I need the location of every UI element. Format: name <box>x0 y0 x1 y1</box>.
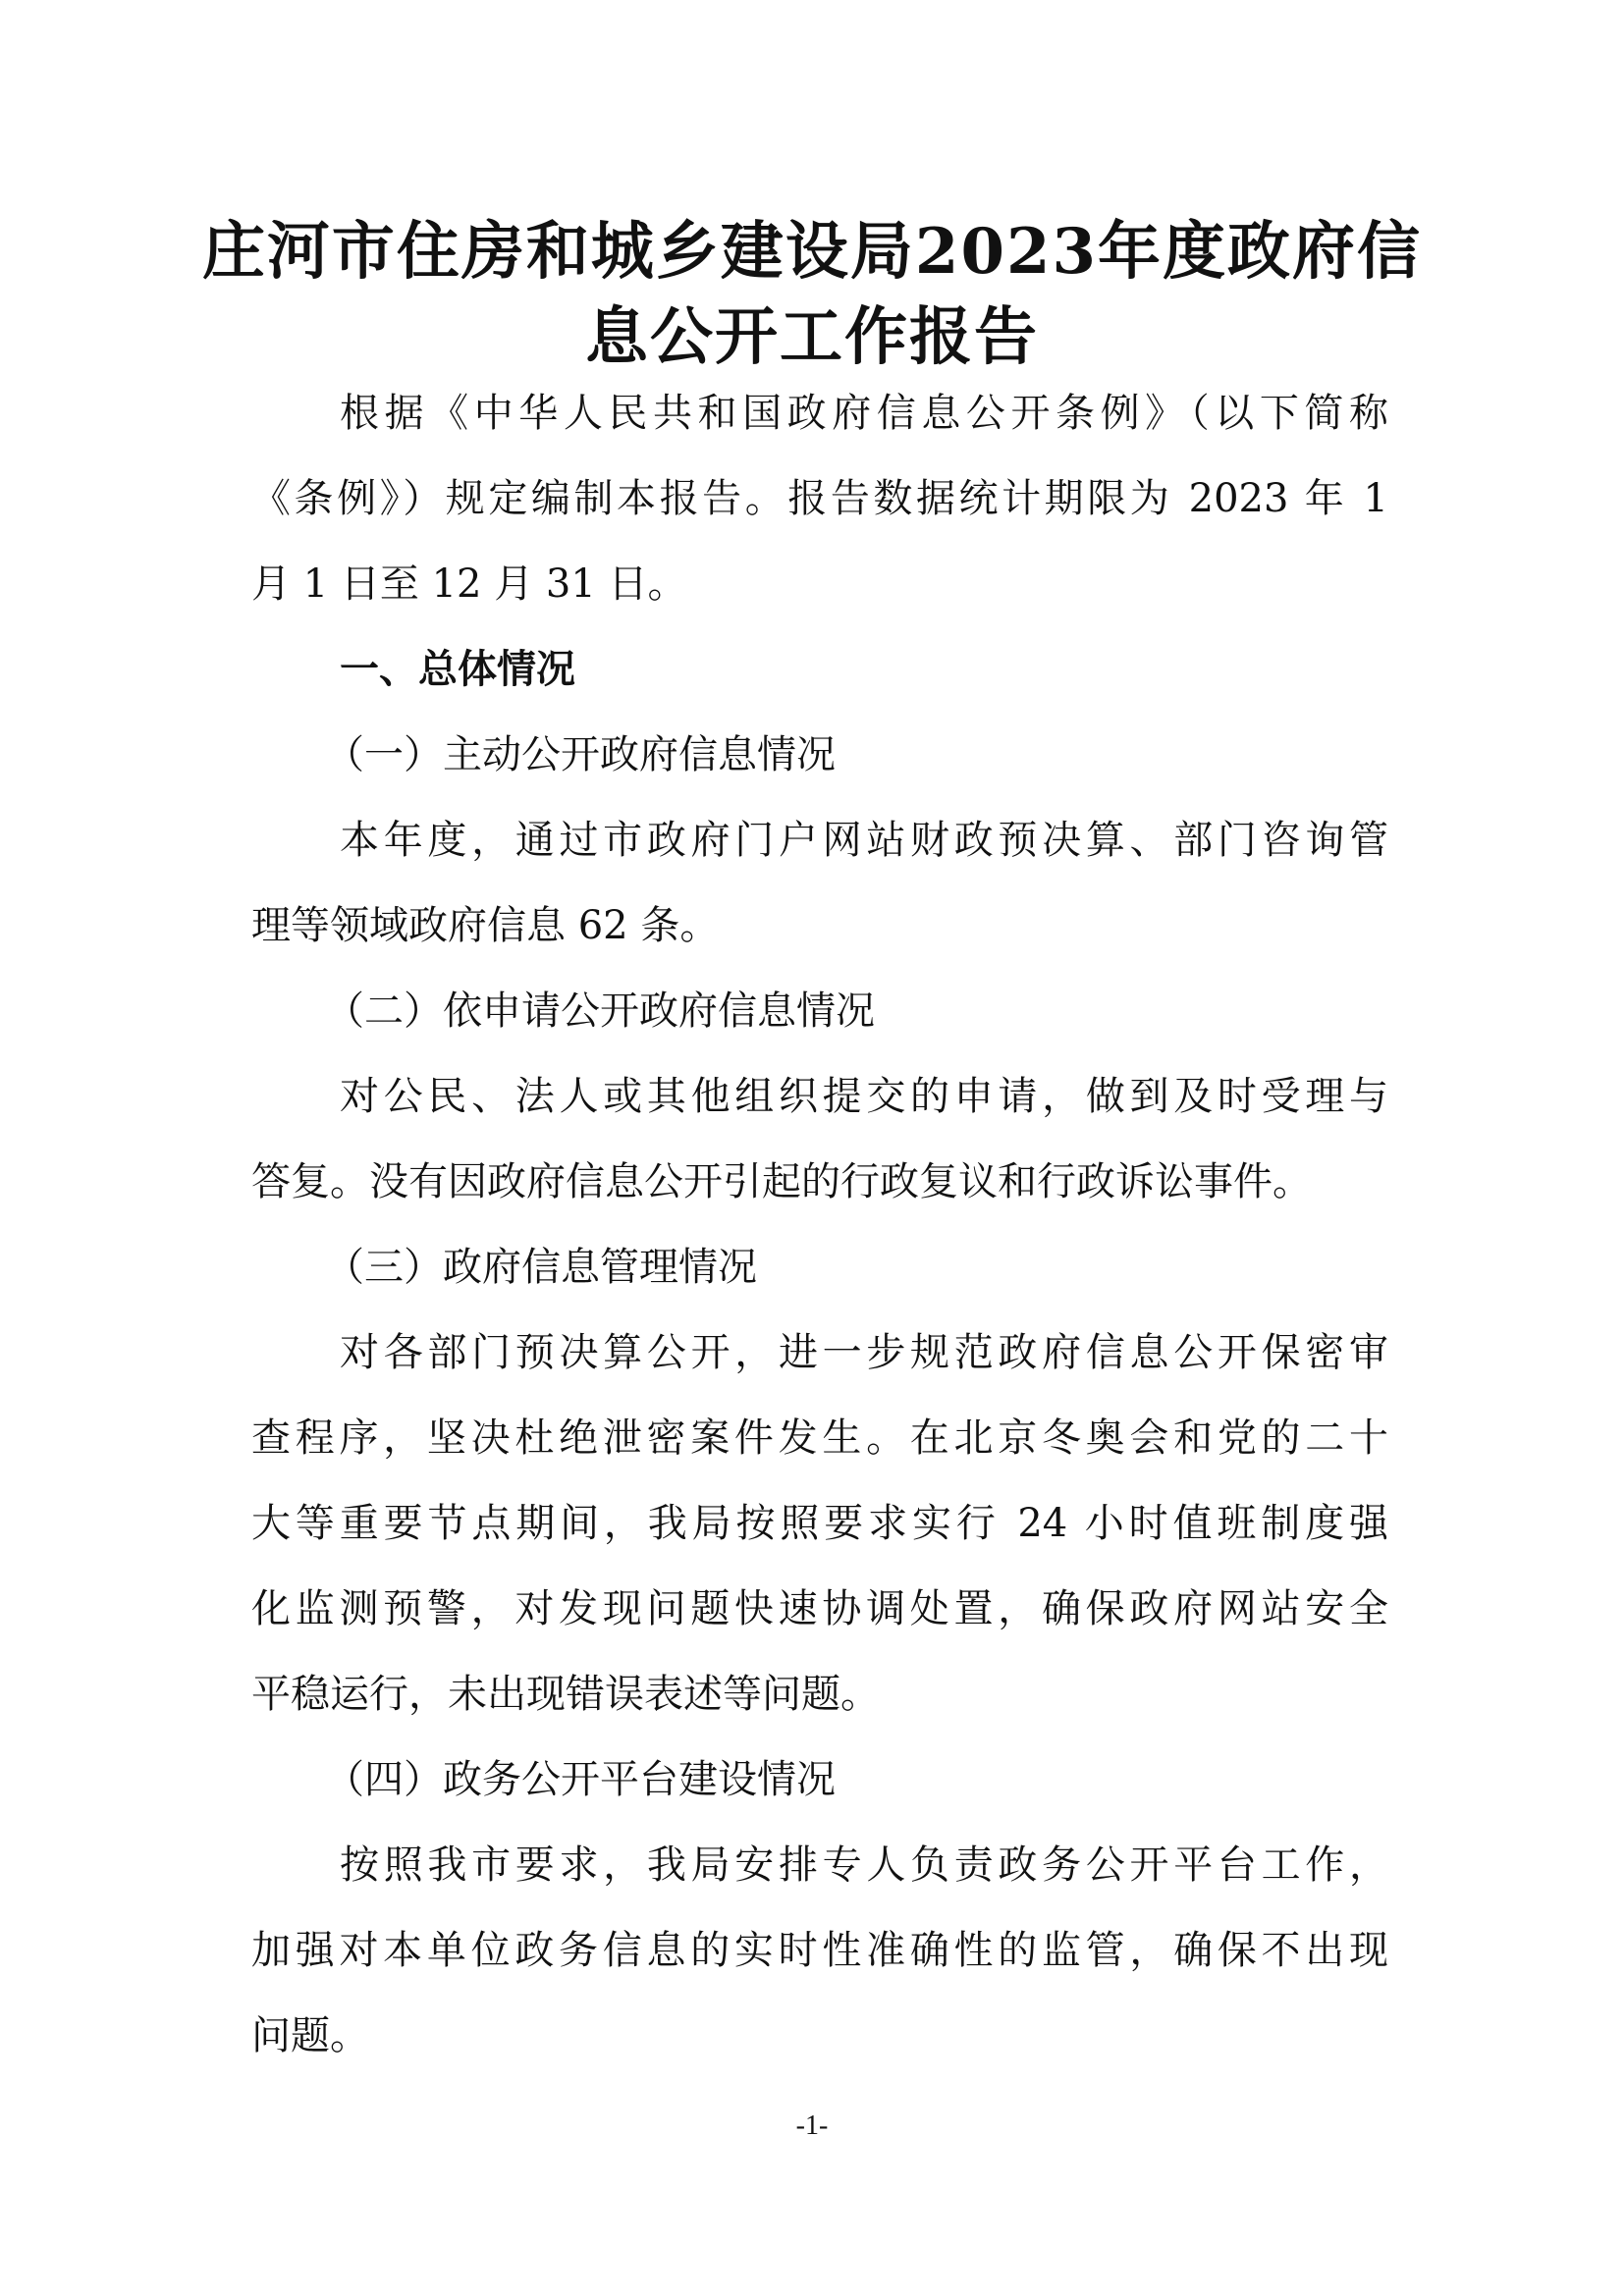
text-line: （四）政务公开平台建设情况 <box>325 1757 836 1802</box>
text-line: 查程序，坚决杜绝泄密案件发生。在北京冬奥会和党的二十 <box>251 1415 1388 1461</box>
page-number: -1- <box>795 2110 829 2141</box>
text-line: 加强对本单位政务信息的实时性准确性的监管，确保不出现 <box>251 1928 1388 1973</box>
text-line: 按照我市要求，我局安排专人负责政务公开平台工作， <box>340 1842 1388 1888</box>
text-line: 月 1 日至 12 月 31 日。 <box>251 561 687 607</box>
section-heading: 一、总体情况 <box>340 647 575 692</box>
text-line: 答复。没有因政府信息公开引起的行政复议和行政诉讼事件。 <box>251 1159 1312 1204</box>
text-line: 对各部门预决算公开，进一步规范政府信息公开保密审 <box>340 1330 1388 1375</box>
document-title-line-2: 息公开工作报告 <box>585 300 1039 374</box>
text-line: （一）主动公开政府信息情况 <box>325 732 836 777</box>
document-title-line-1: 庄河市住房和城乡建设局2023年度政府信 <box>201 215 1423 289</box>
text-line: 根据《中华人民共和国政府信息公开条例》（以下简称 <box>340 391 1388 436</box>
text-line: 大等重要节点期间，我局按照要求实行 24 小时值班制度强 <box>251 1501 1388 1546</box>
text-line: 问题。 <box>251 2013 369 2058</box>
text-line: 本年度，通过市政府门户网站财政预决算、部门咨询管 <box>340 818 1388 863</box>
text-line: 《条例》）规定编制本报告。报告数据统计期限为 2023 年 1 <box>251 476 1388 521</box>
text-line: （三）政府信息管理情况 <box>325 1245 757 1290</box>
text-line: 平稳运行，未出现错误表述等问题。 <box>251 1672 880 1717</box>
text-line: 化监测预警，对发现问题快速协调处置，确保政府网站安全 <box>251 1586 1388 1631</box>
text-line: 理等领域政府信息 62 条。 <box>251 903 720 948</box>
text-line: 对公民、法人或其他组织提交的申请，做到及时受理与 <box>340 1074 1388 1119</box>
text-line: （二）依申请公开政府信息情况 <box>325 988 875 1034</box>
